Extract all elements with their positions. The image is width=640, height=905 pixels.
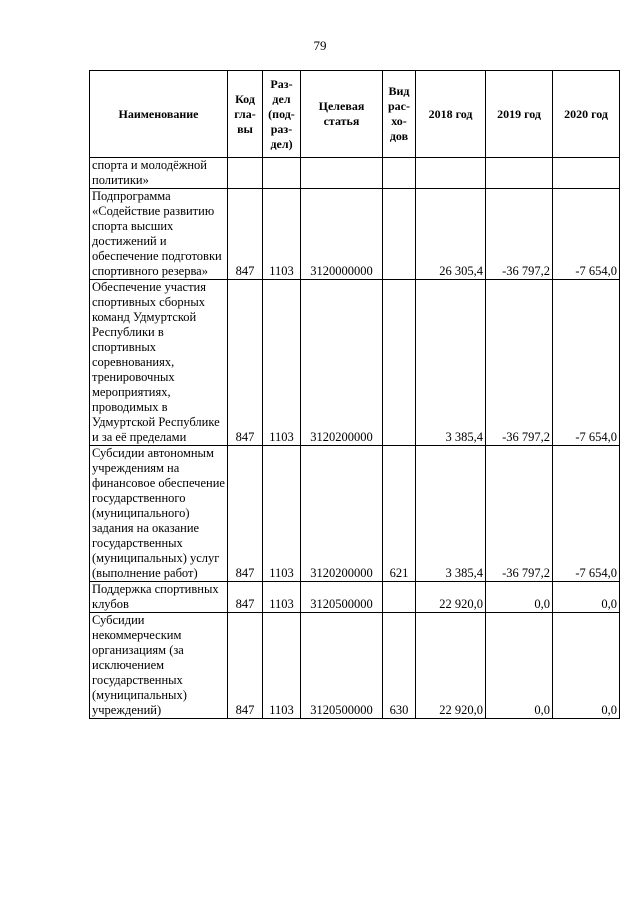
table-row <box>90 280 620 446</box>
cell-name: Субсидии некоммерческим организациям (за исключением государственных (муниципальных) учреждений) <box>90 613 228 719</box>
cell-2020: -7 654,0 <box>553 280 620 446</box>
header-chapter-code: Код гла- вы <box>228 71 263 158</box>
cell-chapter-code: 847 <box>228 446 263 582</box>
cell-expense-type <box>383 189 416 280</box>
cell-2019: -36 797,2 <box>486 189 553 280</box>
cell-name: спорта и молодёжной политики» <box>90 158 228 189</box>
cell-target-item <box>301 158 383 189</box>
cell-chapter-code <box>228 158 263 189</box>
cell-section: 1103 <box>263 189 301 280</box>
cell-expense-type: 621 <box>383 446 416 582</box>
cell-section: 1103 <box>263 280 301 446</box>
cell-2019: 0,0 <box>486 613 553 719</box>
cell-name: Обеспечение участия спортивных сборных команд Удмуртской Республики в спортивных соревнованиях, тренировочных мероприятиях, проводимых в Удмуртской Республике и за её пределами <box>90 280 228 446</box>
cell-chapter-code: 847 <box>228 189 263 280</box>
table-body <box>90 158 620 719</box>
cell-name: Субсидии автономным учреждениям на финансовое обеспечение государственного (муниципального) задания на оказание государственных (муниципальных) услуг (выполнение работ) <box>90 446 228 582</box>
cell-chapter-code: 847 <box>228 280 263 446</box>
cell-2019: -36 797,2 <box>486 280 553 446</box>
header-target-item: Целевая статья <box>301 71 383 158</box>
cell-2018: 22 920,0 <box>416 613 486 719</box>
cell-section: 1103 <box>263 446 301 582</box>
table-row <box>90 582 620 613</box>
cell-2020: 0,0 <box>553 613 620 719</box>
header-name: Наименование <box>90 71 228 158</box>
cell-section: 1103 <box>263 613 301 719</box>
table-row <box>90 189 620 280</box>
cell-expense-type: 630 <box>383 613 416 719</box>
cell-expense-type <box>383 582 416 613</box>
table-row <box>90 446 620 582</box>
cell-2020: -7 654,0 <box>553 189 620 280</box>
cell-2018 <box>416 158 486 189</box>
cell-name: Поддержка спортивных клубов <box>90 582 228 613</box>
table-header-row <box>90 71 620 158</box>
cell-2019: -36 797,2 <box>486 446 553 582</box>
cell-target-item: 3120000000 <box>301 189 383 280</box>
cell-2019 <box>486 158 553 189</box>
cell-expense-type <box>383 158 416 189</box>
cell-target-item: 3120500000 <box>301 582 383 613</box>
cell-expense-type <box>383 280 416 446</box>
table-row <box>90 158 620 189</box>
cell-name: Подпрограмма «Содействие развитию спорта высших достижений и обеспечение подготовки спортивного резерва» <box>90 189 228 280</box>
table-row <box>90 613 620 719</box>
cell-section: 1103 <box>263 582 301 613</box>
cell-2018: 26 305,4 <box>416 189 486 280</box>
cell-section <box>263 158 301 189</box>
page-number: 79 <box>313 38 327 53</box>
cell-target-item: 3120500000 <box>301 613 383 719</box>
header-expense-type: Вид рас- хо- дов <box>383 71 416 158</box>
header-section: Раз- дел (под- раз- дел) <box>263 71 301 158</box>
cell-chapter-code: 847 <box>228 582 263 613</box>
cell-2019: 0,0 <box>486 582 553 613</box>
budget-table <box>89 70 620 719</box>
cell-2018: 3 385,4 <box>416 280 486 446</box>
cell-target-item: 3120200000 <box>301 446 383 582</box>
cell-2020: 0,0 <box>553 582 620 613</box>
cell-2018: 3 385,4 <box>416 446 486 582</box>
cell-2020 <box>553 158 620 189</box>
header-2020: 2020 год <box>553 71 620 158</box>
header-2019: 2019 год <box>486 71 553 158</box>
cell-target-item: 3120200000 <box>301 280 383 446</box>
cell-chapter-code: 847 <box>228 613 263 719</box>
cell-2018: 22 920,0 <box>416 582 486 613</box>
header-2018: 2018 год <box>416 71 486 158</box>
cell-2020: -7 654,0 <box>553 446 620 582</box>
